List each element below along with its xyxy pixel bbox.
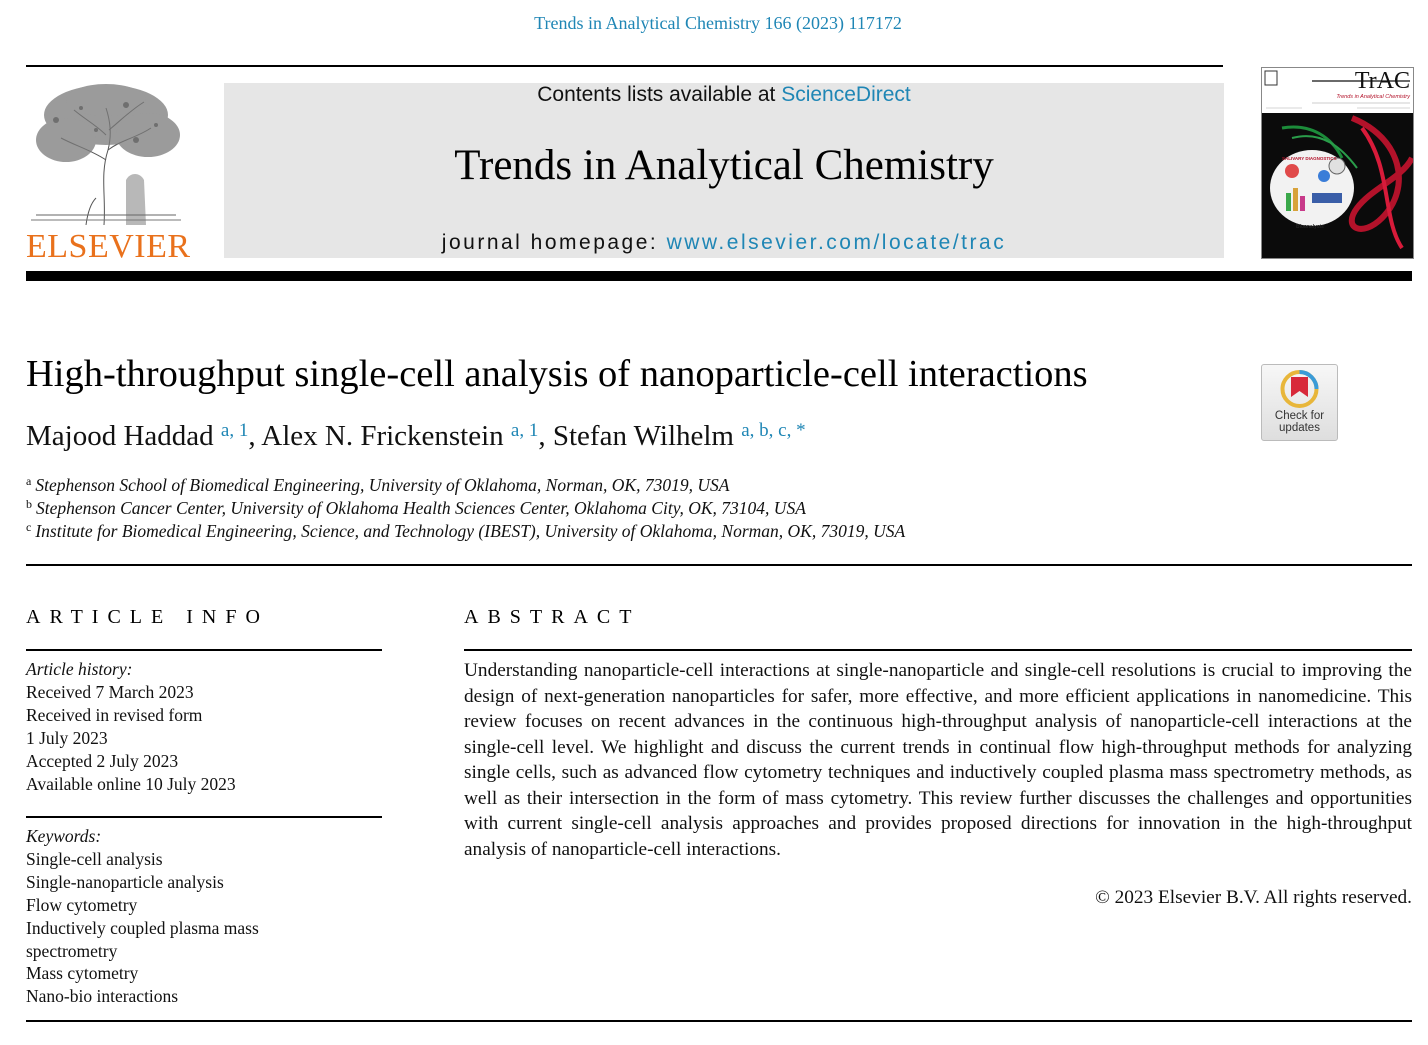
history-item: Received in revised form — [26, 704, 203, 725]
homepage-prefix: journal homepage: — [441, 231, 667, 254]
author-list — [26, 420, 806, 453]
article-info-heading: ARTICLE INFO — [26, 606, 269, 628]
keyword-item: Inductively coupled plasma mass — [26, 917, 259, 938]
keyword-item: spectrometry — [26, 940, 118, 961]
author-name[interactable]: Majood Haddad — [26, 420, 214, 452]
keyword-list — [26, 825, 259, 1008]
keywords-rule — [26, 816, 382, 818]
abstract-rule — [464, 649, 1412, 651]
article-info-rule — [26, 649, 382, 651]
affiliation-item — [26, 497, 905, 520]
check-for-updates-label — [1262, 411, 1337, 434]
contents-available-line — [224, 83, 1224, 107]
affiliation-list — [26, 474, 905, 543]
journal-homepage-link[interactable]: www.elsevier.com/locate/trac — [666, 231, 1007, 254]
journal-cover[interactable] — [1261, 67, 1414, 259]
keyword-item: Single-cell analysis — [26, 848, 163, 869]
history-label: Article history: — [26, 659, 133, 679]
history-item: Received 7 March 2023 — [26, 681, 194, 702]
affiliation-item — [26, 474, 905, 497]
affiliation-text: Stephenson School of Biomedical Engineering, University of Oklahoma, Norman, OK, 73019, USA — [35, 475, 730, 495]
header-rule — [26, 65, 1223, 67]
affiliation-item — [26, 520, 905, 543]
history-item: Available online 10 July 2023 — [26, 773, 236, 794]
cover-section: Bioanalysis — [1296, 224, 1324, 230]
article-title: High-throughput single-cell analysis of nanoparticle-cell interactions — [26, 353, 1088, 395]
check-for-updates-button[interactable] — [1261, 364, 1338, 441]
affiliation-key: c — [26, 520, 32, 534]
keyword-item: Mass cytometry — [26, 963, 139, 984]
header-thick-rule — [26, 271, 1412, 281]
elsevier-wordmark: ELSEVIER — [26, 228, 191, 265]
author-affiliation-links[interactable]: a, 1 — [510, 420, 539, 441]
elsevier-tree-icon — [26, 80, 186, 225]
section-divider — [26, 564, 1412, 566]
sciencedirect-link[interactable]: ScienceDirect — [781, 83, 911, 106]
keywords-label: Keywords: — [26, 826, 102, 846]
author-affiliation-links[interactable]: a, 1 — [220, 420, 249, 441]
history-item: Accepted 2 July 2023 — [26, 750, 179, 771]
crossmark-icon — [1262, 365, 1337, 411]
keyword-item: Nano-bio interactions — [26, 986, 179, 1007]
journal-banner — [224, 83, 1224, 258]
author-separator: , — [538, 420, 553, 452]
copyright-notice: © 2023 Elsevier B.V. All rights reserved. — [1095, 887, 1412, 908]
updates-label: updates — [1279, 421, 1320, 434]
abstract-text: Understanding nanoparticle-cell interactions at single-nanoparticle and single-cell resolutions is crucial to improving the design of next-generation nanoparticles for safer, more effective, and more efficient applications in nanomedicine. This review focuses on recent advances in the continuous high-throughput analysis of nanoparticle-cell interactions at the single-cell level. We highlight and discuss the current trends in continual flow high-throughput methods for analyzing single cells, such as advanced flow cytometry techniques and inductively coupled plasma mass spectrometry methods, as well as their intersection in the form of mass cytometry. This review further discusses the challenges and opportunities with current single-cell analysis approaches and provides proposed directions for innovation in the high-throughput analysis of nanoparticle-cell interactions. — [464, 660, 1412, 860]
cover-panel-label: SALIVARY DIAGNOSTICS — [1282, 156, 1337, 161]
contents-prefix: Contents lists available at — [537, 83, 782, 106]
author-name[interactable]: Stefan Wilhelm — [552, 420, 734, 452]
article-history — [26, 658, 236, 795]
journal-homepage-line — [224, 231, 1224, 255]
author-affiliation-links[interactable]: a, b, c, * — [741, 420, 806, 441]
affiliation-key: a — [26, 474, 32, 488]
affiliation-key: b — [26, 497, 32, 511]
author-separator: , — [248, 420, 262, 452]
abstract-heading: ABSTRACT — [464, 606, 641, 628]
author-name[interactable]: Alex N. Frickenstein — [261, 420, 504, 452]
keyword-item: Single-nanoparticle analysis — [26, 871, 224, 892]
cover-brand: TrAC — [1354, 68, 1410, 94]
bottom-rule — [26, 1020, 1412, 1022]
cover-subtitle: Trends in Analytical Chemistry — [1336, 94, 1410, 100]
check-for-label: Check for — [1274, 410, 1325, 422]
affiliation-text: Stephenson Cancer Center, University of Oklahoma Health Sciences Center, Oklahoma City, OK, 73104, USA — [36, 498, 806, 518]
journal-citation[interactable]: Trends in Analytical Chemistry 166 (2023) 117172 — [534, 13, 902, 33]
journal-title: Trends in Analytical Chemistry — [454, 142, 994, 189]
history-item: 1 July 2023 — [26, 727, 108, 748]
elsevier-logo[interactable] — [26, 80, 191, 265]
affiliation-text: Institute for Biomedical Engineering, Science, and Technology (IBEST), University of Oklahoma, Norman, OK, 73019, USA — [35, 521, 906, 541]
keyword-item: Flow cytometry — [26, 894, 138, 915]
